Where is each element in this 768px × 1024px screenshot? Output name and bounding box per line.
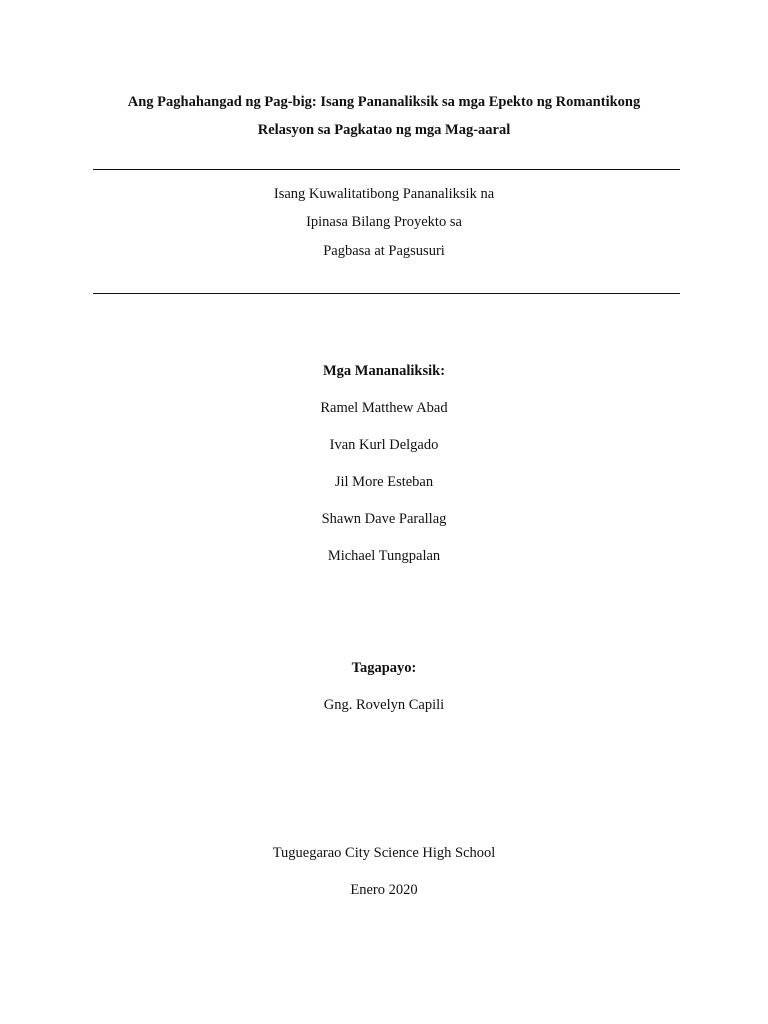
top-divider [93, 169, 680, 170]
date: Enero 2020 [350, 882, 418, 898]
researcher-name: Michael Tungpalan [327, 548, 441, 564]
adviser-name: Gng. Rovelyn Capili [323, 697, 445, 713]
title-line-1: Ang Paghahangad ng Pag-big: Isang Pananaliksik sa mga Epekto ng Romantikong [127, 94, 641, 110]
school-name: Tuguegarao City Science High School [272, 845, 496, 861]
adviser-heading: Tagapayo: [351, 660, 417, 676]
bottom-divider [93, 293, 680, 294]
researcher-name: Jil More Esteban [334, 474, 434, 490]
title-line-2: Relasyon sa Pagkatao ng mga Mag-aaral [257, 122, 511, 138]
description-line-2: Ipinasa Bilang Proyekto sa [306, 214, 462, 230]
researcher-name: Ramel Matthew Abad [320, 400, 448, 416]
description-line-3: Pagbasa at Pagsusuri [323, 243, 445, 259]
researcher-name: Ivan Kurl Delgado [329, 437, 439, 453]
researchers-heading: Mga Mananaliksik: [322, 363, 446, 379]
researcher-name: Shawn Dave Parallag [321, 511, 447, 527]
description-line-1: Isang Kuwalitatibong Pananaliksik na [273, 186, 495, 202]
